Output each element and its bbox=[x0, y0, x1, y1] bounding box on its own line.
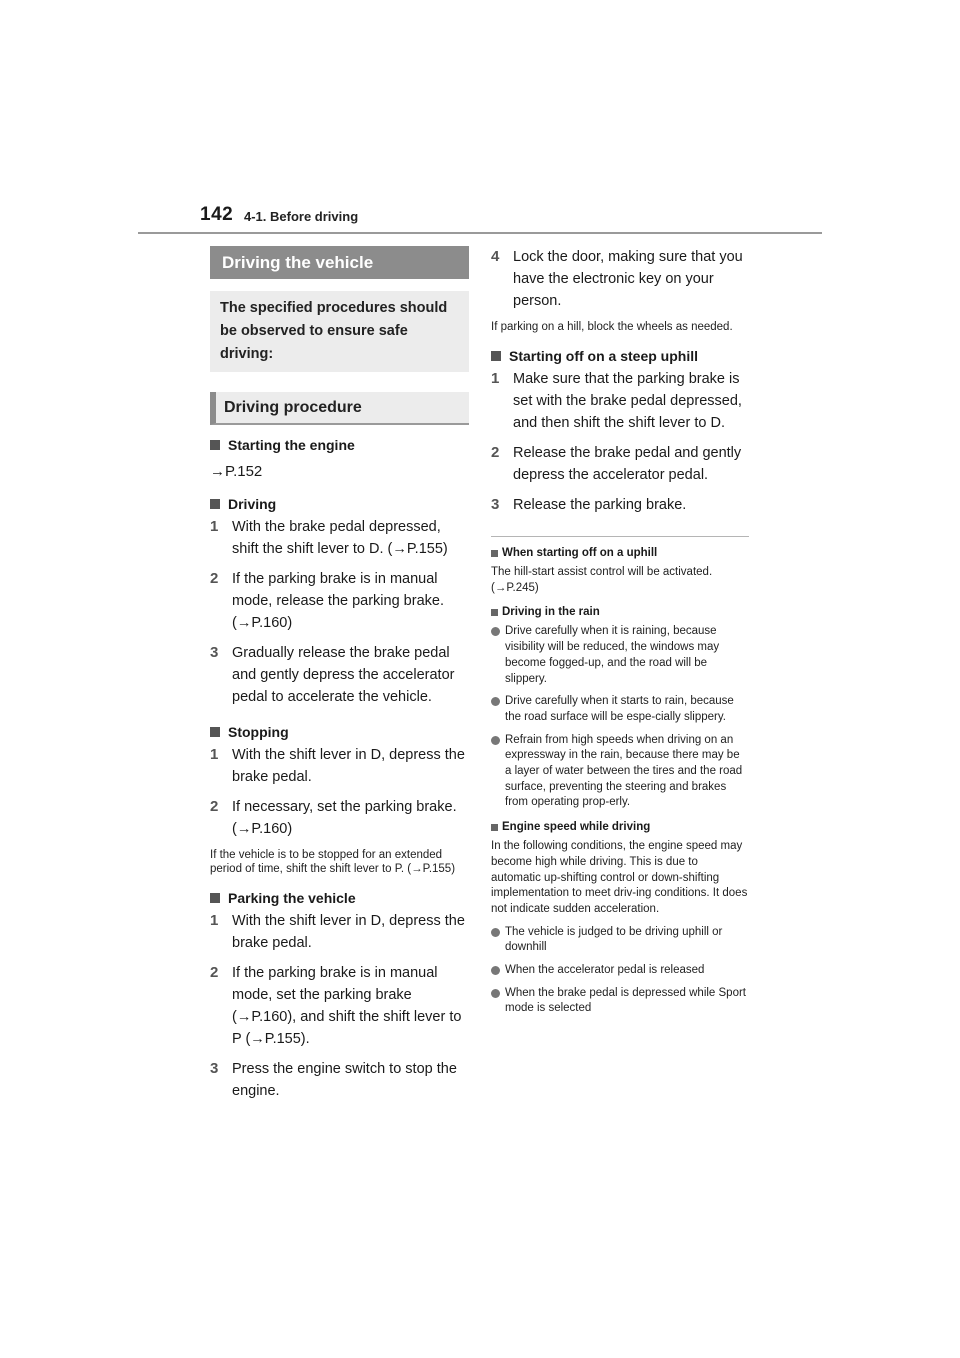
parking-hill-note: If parking on a hill, block the wheels as needed. bbox=[491, 321, 733, 333]
ref-starting-engine: →P.152 bbox=[210, 463, 263, 480]
step: 2 Release the brake pedal and gently depress the accelerator pedal. bbox=[491, 444, 742, 483]
round-bullet-icon bbox=[491, 989, 500, 998]
round-bullet-icon bbox=[491, 697, 500, 706]
square-bullet-icon bbox=[210, 893, 220, 903]
heading-steep-uphill: Starting off on a steep uphill bbox=[491, 348, 749, 364]
list-item: Drive carefully when it starts to rain, because the road surface will be espe-cially slippery. bbox=[491, 694, 749, 725]
square-bullet-icon bbox=[210, 440, 220, 450]
list-item: The vehicle is judged to be driving uphill or downhill bbox=[491, 925, 749, 956]
note-heading-uphill: When starting off on a uphill bbox=[491, 547, 749, 559]
round-bullet-icon bbox=[491, 627, 500, 636]
step: 4 Lock the door, making sure that you have the electronic key on your person. bbox=[491, 248, 743, 309]
right-column bbox=[491, 246, 749, 1017]
heading-driving: Driving bbox=[210, 496, 469, 512]
square-bullet-icon bbox=[491, 609, 498, 616]
page-number: 142 bbox=[200, 204, 234, 225]
list-item: Drive carefully when it is raining, because visibility will be reduced, the windows may become fogged-up, and the road will be slippery. bbox=[491, 624, 749, 687]
round-bullet-icon bbox=[491, 966, 500, 975]
notes-divider bbox=[491, 536, 749, 537]
square-bullet-icon bbox=[210, 499, 220, 509]
round-bullet-icon bbox=[491, 928, 500, 937]
heading-parking: Parking the vehicle bbox=[210, 890, 469, 906]
note-heading-rain: Driving in the rain bbox=[491, 606, 749, 618]
square-bullet-icon bbox=[491, 351, 501, 361]
step: 1 Make sure that the parking brake is set with the brake pedal depressed, and then shift the shift lever to D. bbox=[491, 370, 742, 431]
step: 2 If the parking brake is in manual mode, set the parking brake (→P.160), and shift the shift lever to P (→P.155). bbox=[210, 964, 462, 1047]
intro-text: The specified procedures should be observed to ensure safe driving: bbox=[210, 291, 469, 372]
step: 3 Gradually release the brake pedal and gently depress the accelerator pedal to accelerate the vehicle. bbox=[210, 644, 455, 705]
note-text-uphill: The hill-start assist control will be activated. (→P.245) bbox=[491, 566, 713, 594]
step: 2 If necessary, set the parking brake. (→P.160) bbox=[210, 798, 457, 837]
step: 1 With the brake pedal depressed, shift the shift lever to D. (→P.155) bbox=[210, 518, 448, 557]
heading-stopping: Stopping bbox=[210, 724, 469, 740]
note-text-engine-speed: In the following conditions, the engine speed may become high while driving. This is due to automatic up-shifting control or down-shifting implementation to meet driv-ing conditions. It does not indicate sudden acceleration. bbox=[491, 840, 748, 915]
square-bullet-icon bbox=[491, 824, 498, 831]
round-bullet-icon bbox=[491, 736, 500, 745]
list-item: When the accelerator pedal is released bbox=[491, 963, 749, 979]
section-title: 4-1. Before driving bbox=[244, 209, 359, 224]
step: 3 Press the engine switch to stop the engine. bbox=[210, 1060, 457, 1099]
header-rule bbox=[138, 232, 822, 234]
heading-starting-engine: Starting the engine bbox=[210, 437, 469, 453]
list-item: Refrain from high speeds when driving on an expressway in the rain, because there may be a layer of water between the tires and the road surface, preventing the steering and brakes from operating prop-erly. bbox=[491, 733, 749, 812]
list-item: When the brake pedal is depressed while Sport mode is selected bbox=[491, 986, 749, 1017]
step: 1 With the shift lever in D, depress the brake pedal. bbox=[210, 746, 465, 785]
left-column bbox=[210, 246, 469, 1102]
note-heading-engine-speed: Engine speed while driving bbox=[491, 821, 749, 833]
step: 2 If the parking brake is in manual mode, release the parking brake. (→P.160) bbox=[210, 570, 444, 631]
stopping-note: If the vehicle is to be stopped for an extended period of time, shift the shift lever to P. (→P.155) bbox=[210, 849, 456, 875]
square-bullet-icon bbox=[210, 727, 220, 737]
step: 3 Release the parking brake. bbox=[491, 496, 687, 513]
page-title: Driving the vehicle bbox=[210, 246, 469, 279]
square-bullet-icon bbox=[491, 550, 498, 557]
subtitle: Driving procedure bbox=[210, 392, 469, 425]
step: 1 With the shift lever in D, depress the brake pedal. bbox=[210, 912, 465, 951]
